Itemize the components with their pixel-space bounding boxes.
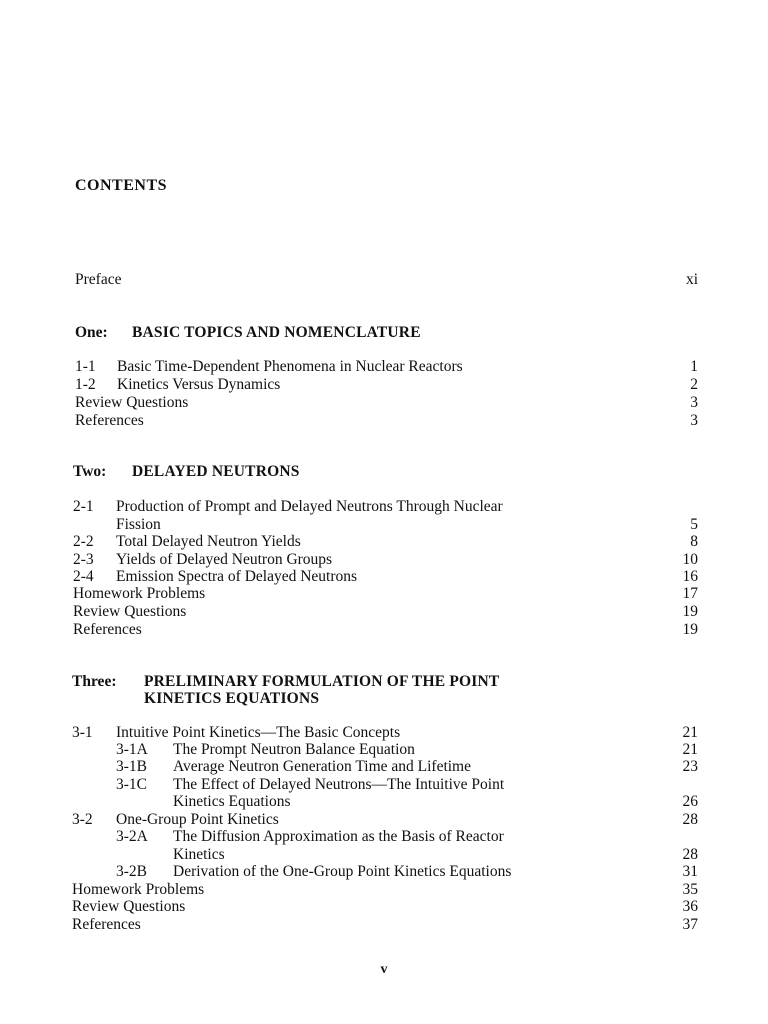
toc-entry-title: The Diffusion Approximation as the Basis of Reactor (173, 828, 504, 845)
toc-entry-title: Review Questions (75, 394, 189, 411)
toc-entry-page: 19 (682, 621, 698, 638)
toc-entry-preface[interactable] (0, 271, 768, 289)
toc-entry-number: 2-2 (73, 533, 94, 550)
toc-entry-title: References (72, 916, 141, 933)
chapter-number: Three: (72, 673, 117, 690)
toc-entry-title: Homework Problems (73, 585, 206, 602)
toc-entry-number: 3-1C (116, 776, 147, 793)
toc-entry-title: Kinetics (173, 846, 225, 863)
toc-entry-number: 3-2B (116, 863, 147, 880)
toc-entry-page: 10 (682, 551, 698, 568)
toc-entry[interactable] (0, 758, 768, 776)
toc-entry[interactable] (0, 863, 768, 881)
chapter-title: DELAYED NEUTRONS (132, 463, 300, 480)
toc-entry-page: 26 (682, 793, 698, 810)
toc-entry-page: 31 (682, 863, 698, 880)
toc-entry-title: Average Neutron Generation Time and Lifetime (173, 758, 471, 775)
toc-entry-title: Yields of Delayed Neutron Groups (116, 551, 333, 568)
toc-entry-page: 16 (682, 568, 698, 585)
toc-entry[interactable] (0, 568, 768, 586)
chapter-heading-two[interactable] (0, 463, 768, 481)
toc-entry-number: 3-1 (72, 724, 93, 741)
toc-entry-page: 21 (682, 741, 698, 758)
toc-entry[interactable] (0, 533, 768, 551)
toc-entry-page: 2 (690, 376, 698, 393)
toc-entry-title: Production of Prompt and Delayed Neutrons Through Nuclear (116, 498, 503, 515)
toc-entry-page: 35 (682, 881, 698, 898)
toc-entry-title: Kinetics Equations (173, 793, 291, 810)
toc-entry-title: References (75, 412, 144, 429)
toc-entry[interactable] (0, 724, 768, 742)
toc-entry-title: Fission (116, 516, 161, 533)
toc-entry[interactable] (0, 498, 768, 516)
chapter-title: KINETICS EQUATIONS (144, 690, 320, 707)
toc-entry[interactable] (0, 898, 768, 916)
toc-entry-number: 2-1 (73, 498, 94, 515)
toc-entry[interactable] (0, 551, 768, 569)
toc-entry-number: 2-3 (73, 551, 94, 568)
toc-entry[interactable] (0, 811, 768, 829)
toc-entry-number: 3-1B (116, 758, 147, 775)
toc-entry[interactable] (0, 585, 768, 603)
toc-entry-title: Review Questions (73, 603, 187, 620)
toc-entry[interactable] (0, 394, 768, 412)
toc-entry-continuation[interactable] (0, 793, 768, 811)
chapter-number: Two: (73, 463, 107, 480)
page-number: v (380, 962, 388, 977)
toc-entry-page: 21 (682, 724, 698, 741)
toc-entry[interactable] (0, 358, 768, 376)
page-title: CONTENTS (75, 177, 168, 194)
toc-entry-continuation[interactable] (0, 516, 768, 534)
toc-entry[interactable] (0, 603, 768, 621)
toc-entry-title: Basic Time-Dependent Phenomena in Nuclear Reactors (117, 358, 463, 375)
toc-entry[interactable] (0, 916, 768, 934)
toc-entry-title: References (73, 621, 142, 638)
toc-entry[interactable] (0, 741, 768, 759)
toc-entry-page: 8 (690, 533, 698, 550)
toc-entry[interactable] (0, 621, 768, 639)
chapter-title: PRELIMINARY FORMULATION OF THE POINT (144, 673, 500, 690)
toc-entry-title: Preface (75, 271, 122, 288)
chapter-title: BASIC TOPICS AND NOMENCLATURE (132, 324, 421, 341)
toc-entry-title: The Prompt Neutron Balance Equation (173, 741, 415, 758)
toc-entry-page: 3 (690, 394, 698, 411)
toc-entry-continuation[interactable] (0, 846, 768, 864)
toc-entry-title: The Effect of Delayed Neutrons—The Intuitive Point (173, 776, 505, 793)
toc-entry-title: Emission Spectra of Delayed Neutrons (116, 568, 358, 585)
toc-entry-page: 23 (682, 758, 698, 775)
toc-entry-page: xi (685, 271, 698, 288)
toc-entry[interactable] (0, 828, 768, 846)
toc-entry-title: Total Delayed Neutron Yields (116, 533, 301, 550)
chapter-heading-three[interactable] (0, 673, 768, 691)
toc-entry-number: 2-4 (73, 568, 94, 585)
toc-entry-page: 28 (682, 811, 698, 828)
toc-entry-number: 3-2A (116, 828, 148, 845)
toc-entry-page: 5 (690, 516, 698, 533)
toc-entry-number: 3-1A (116, 741, 148, 758)
toc-entry-title: One-Group Point Kinetics (116, 811, 279, 828)
chapter-heading-continuation[interactable] (0, 690, 768, 708)
toc-entry-title: Homework Problems (72, 881, 205, 898)
chapter-heading-one[interactable] (0, 324, 768, 342)
toc-entry-page: 36 (682, 898, 698, 915)
toc-entry-page: 37 (682, 916, 698, 933)
toc-entry-title: Intuitive Point Kinetics—The Basic Concepts (116, 724, 401, 741)
toc-entry-page: 1 (690, 358, 698, 375)
toc-entry[interactable] (0, 376, 768, 394)
toc-entry[interactable] (0, 412, 768, 430)
toc-entry-title: Review Questions (72, 898, 186, 915)
chapter-number: One: (75, 324, 108, 341)
toc-entry-number: 3-2 (72, 811, 93, 828)
toc-entry-number: 1-1 (75, 358, 96, 375)
toc-entry-page: 3 (690, 412, 698, 429)
toc-entry-page: 28 (682, 846, 698, 863)
toc-entry[interactable] (0, 776, 768, 794)
toc-entry-page: 17 (682, 585, 698, 602)
toc-entry-title: Derivation of the One-Group Point Kinetics Equations (173, 863, 512, 880)
toc-entry-number: 1-2 (75, 376, 96, 393)
toc-entry-page: 19 (682, 603, 698, 620)
toc-entry[interactable] (0, 881, 768, 899)
toc-entry-title: Kinetics Versus Dynamics (117, 376, 281, 393)
